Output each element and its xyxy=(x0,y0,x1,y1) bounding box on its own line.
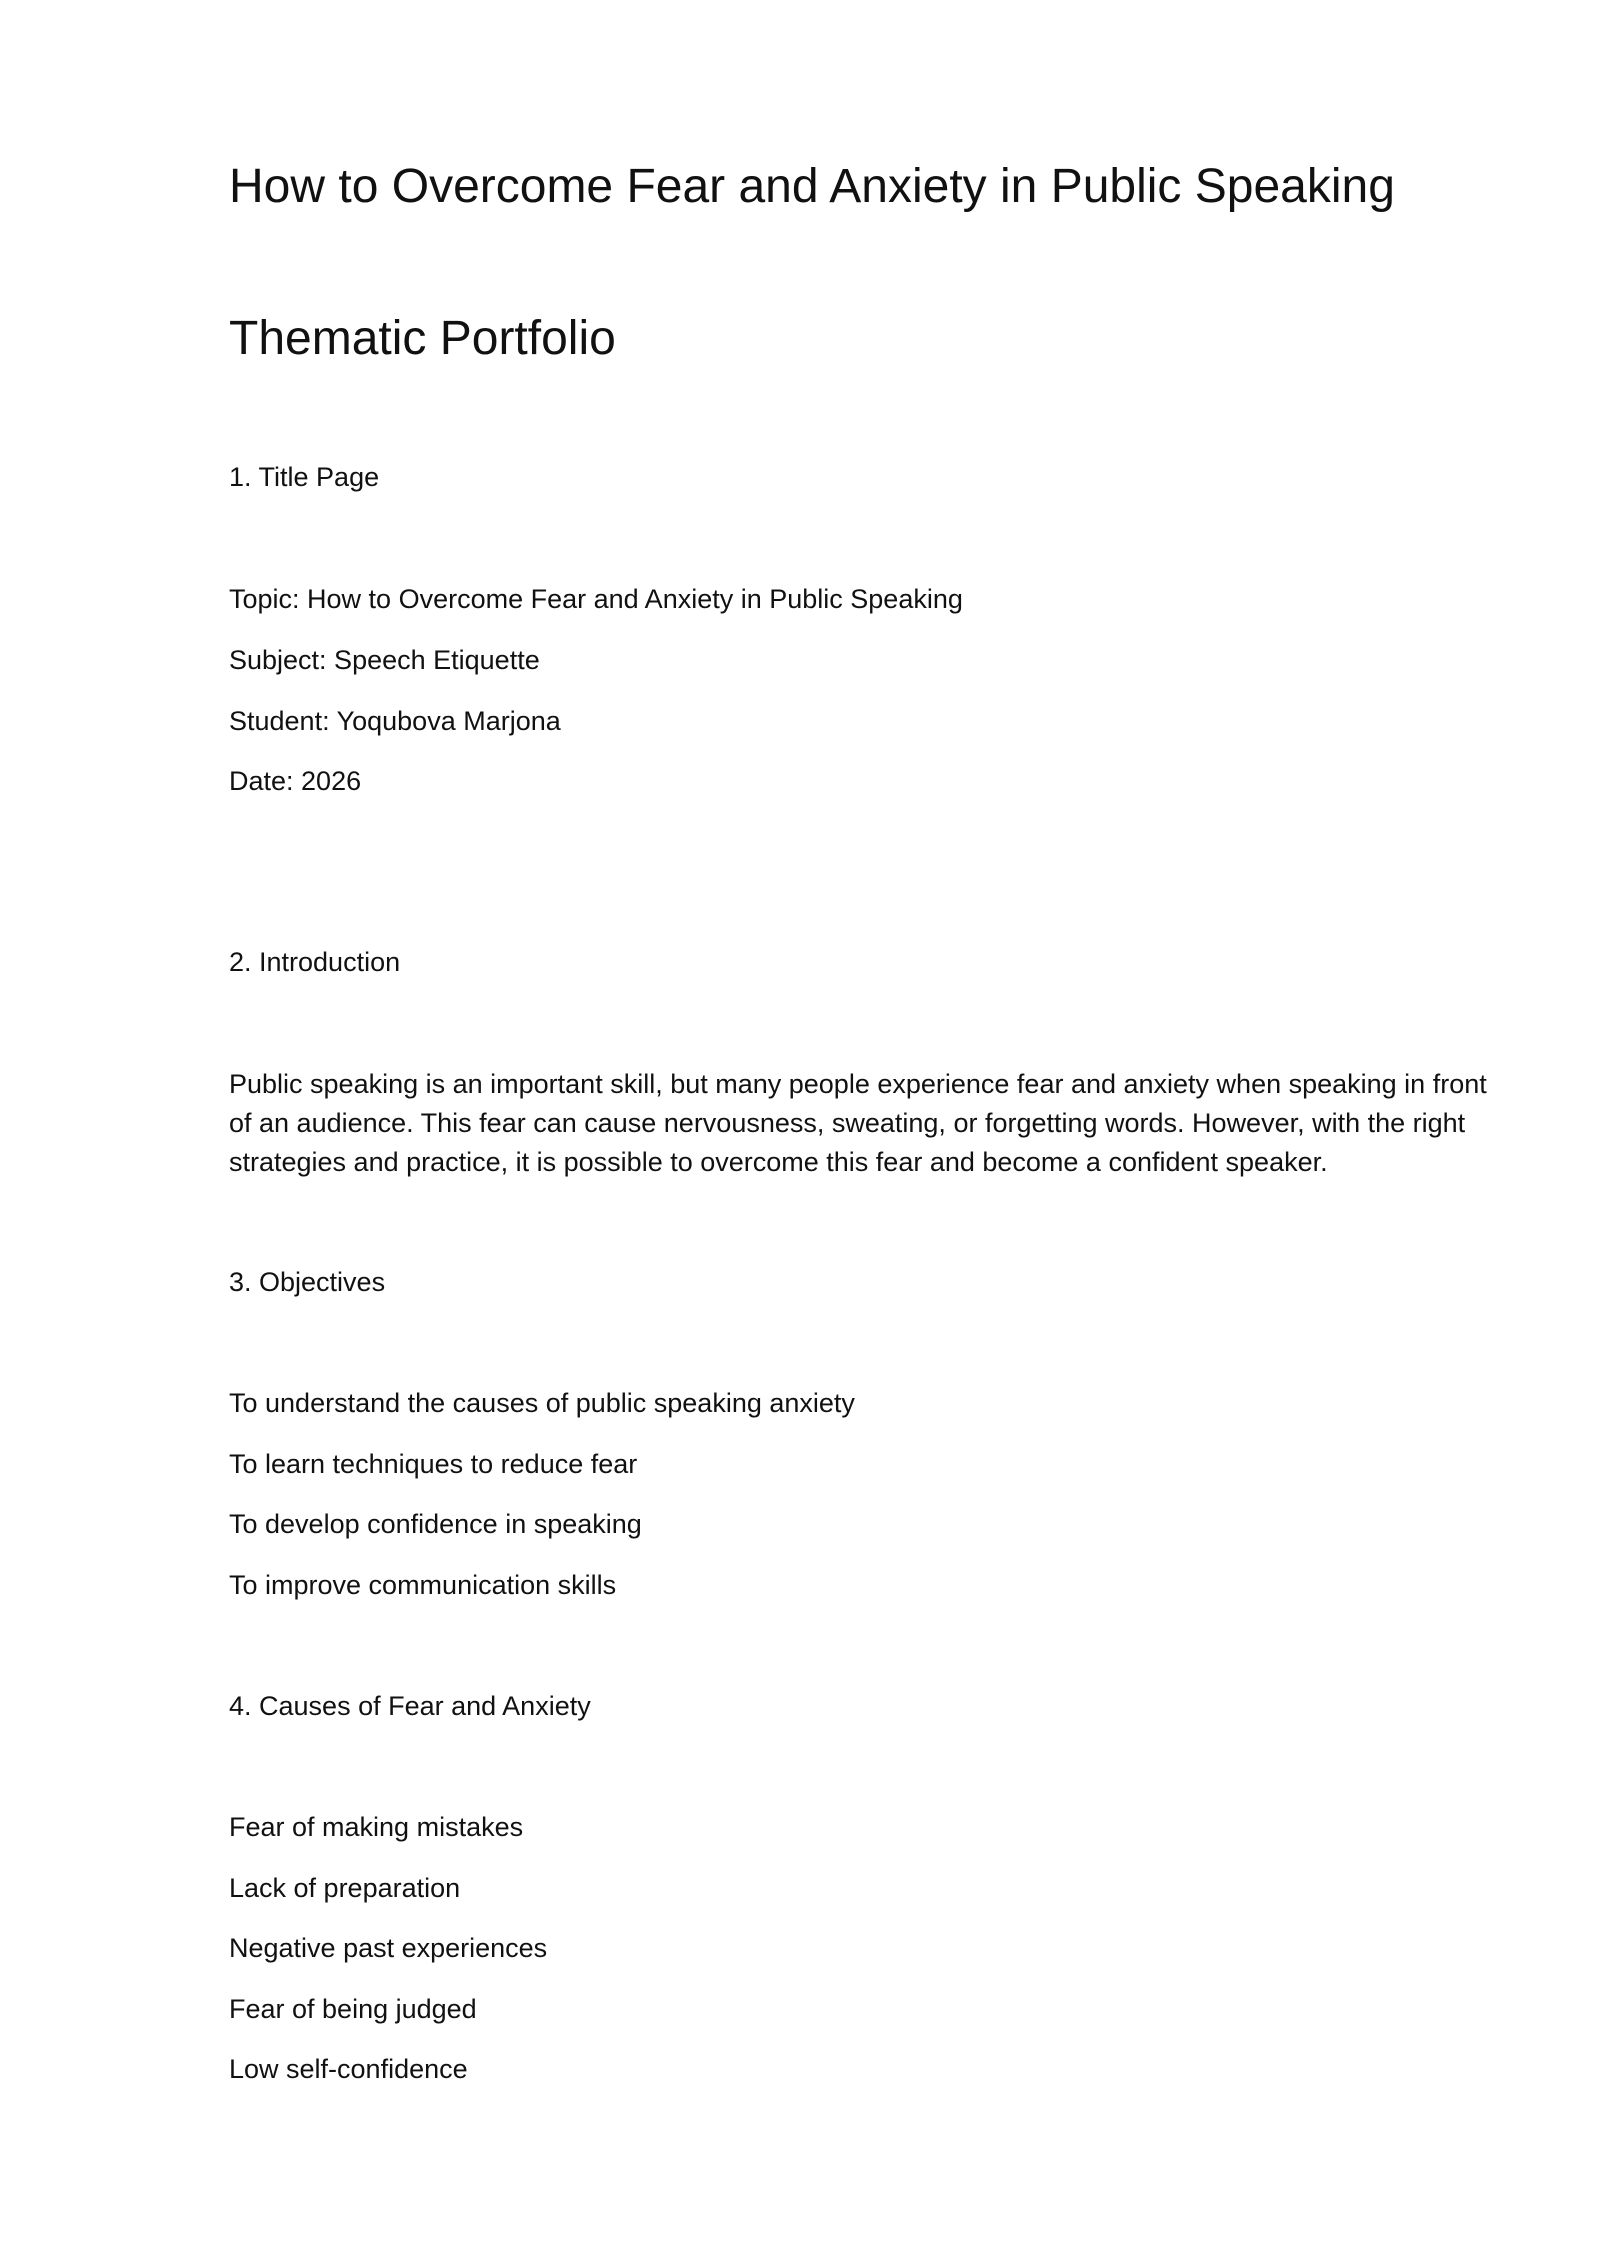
document-title: How to Overcome Fear and Anxiety in Public Speaking xyxy=(229,160,1395,213)
section-heading-objectives: 3. Objectives xyxy=(229,1267,386,1297)
section-heading-title-page: 1. Title Page xyxy=(229,462,380,492)
section-heading-causes: 4. Causes of Fear and Anxiety xyxy=(229,1691,591,1721)
date-line: Date: 2026 xyxy=(229,766,362,796)
cause-item: Negative past experiences xyxy=(229,1933,548,1963)
objective-item: To improve communication skills xyxy=(229,1570,617,1600)
cause-item: Fear of making mistakes xyxy=(229,1812,524,1842)
topic-line: Topic: How to Overcome Fear and Anxiety in Public Speaking xyxy=(229,584,963,614)
cause-item: Fear of being judged xyxy=(229,1994,477,2024)
document-subtitle: Thematic Portfolio xyxy=(229,312,616,365)
introduction-paragraph: Public speaking is an important skill, but many people experience fear and anxiety when speaking in front of an audience. This fear can cause nervousness, sweating, or forgetting words. However, with the right strategies and practice, it is possible to overcome this fear and become a confident speaker. xyxy=(229,1069,1487,1177)
cause-item: Lack of preparation xyxy=(229,1873,461,1903)
subject-line: Subject: Speech Etiquette xyxy=(229,645,540,675)
objective-item: To learn techniques to reduce fear xyxy=(229,1449,638,1479)
objective-item: To understand the causes of public speaking anxiety xyxy=(229,1388,855,1418)
section-heading-introduction: 2. Introduction xyxy=(229,947,401,977)
objective-item: To develop confidence in speaking xyxy=(229,1509,642,1539)
student-line: Student: Yoqubova Marjona xyxy=(229,706,561,736)
cause-item: Low self-confidence xyxy=(229,2054,468,2084)
